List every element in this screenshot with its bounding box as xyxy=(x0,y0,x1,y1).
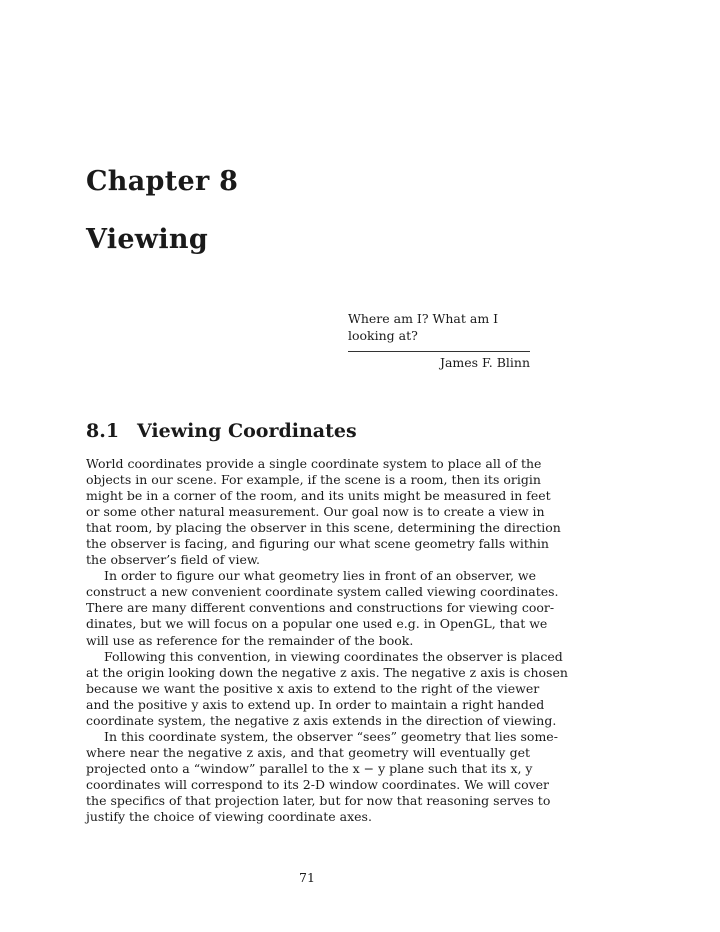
text-line: objects in our scene. For example, if the scene is a room, then its origin xyxy=(86,472,541,488)
paragraph xyxy=(86,728,558,825)
text-line: projected onto a “window” parallel to the x − y plane such that its x, y xyxy=(86,760,533,776)
text-line: because we want the positive x axis to extend to the right of the viewer xyxy=(86,680,540,696)
text-line: or some other natural measurement. Our goal now is to create a view in xyxy=(86,504,545,520)
paragraph xyxy=(86,648,568,729)
text-line: coordinate system, the negative z axis extends in the direction of viewing. xyxy=(86,712,557,728)
text-line: justify the choice of viewing coordinate axes. xyxy=(86,809,372,825)
text-line: the observer’s field of view. xyxy=(86,552,261,568)
epigraph-line: Where am I? What am I xyxy=(348,311,499,326)
chapter-label: Chapter 8 xyxy=(86,166,239,197)
text-line: There are many different conventions and constructions for viewing coor- xyxy=(86,600,555,616)
text-line: that room, by placing the observer in this scene, determining the direction xyxy=(86,520,561,536)
paragraph xyxy=(86,568,559,648)
text-line: World coordinates provide a single coordinate system to place all of the xyxy=(86,456,542,471)
epigraph-line: looking at? xyxy=(348,328,418,343)
text-line: the specifics of that projection later, but for now that reasoning serves to xyxy=(86,792,551,808)
epigraph-rule xyxy=(348,351,530,352)
text-line: will use as reference for the remainder of the book. xyxy=(86,632,414,648)
text-line: the observer is facing, and figuring our what scene geometry falls within xyxy=(86,536,549,552)
text-line: construct a new convenient coordinate system called viewing coordinates. xyxy=(86,584,559,600)
text-line: at the origin looking down the negative z axis. The negative z axis is chosen xyxy=(86,664,568,680)
chapter-title: Viewing xyxy=(86,224,209,255)
paragraph xyxy=(86,456,561,568)
section-number: 8.1 xyxy=(86,420,120,442)
section-title: Viewing Coordinates xyxy=(137,420,357,442)
section-heading xyxy=(86,420,357,442)
text-line: In this coordinate system, the observer “sees” geometry that lies some- xyxy=(104,728,558,744)
text-line: Following this convention, in viewing coordinates the observer is placed xyxy=(104,648,563,664)
page-number: 71 xyxy=(299,870,315,885)
text-line: In order to figure our what geometry lies in front of an observer, we xyxy=(104,568,537,584)
epigraph-quote xyxy=(348,310,530,344)
text-line: where near the negative z axis, and that geometry will eventually get xyxy=(86,744,530,760)
epigraph-author: James F. Blinn xyxy=(439,355,530,370)
body-text xyxy=(86,456,568,825)
text-line: dinates, but we will focus on a popular one used e.g. in OpenGL, that we xyxy=(86,616,548,632)
text-line: might be in a corner of the room, and its units might be measured in feet xyxy=(86,488,551,504)
text-line: and the positive y axis to extend up. In order to maintain a right handed xyxy=(86,696,545,712)
text-line: coordinates will correspond to its 2-D window coordinates. We will cover xyxy=(86,776,550,792)
